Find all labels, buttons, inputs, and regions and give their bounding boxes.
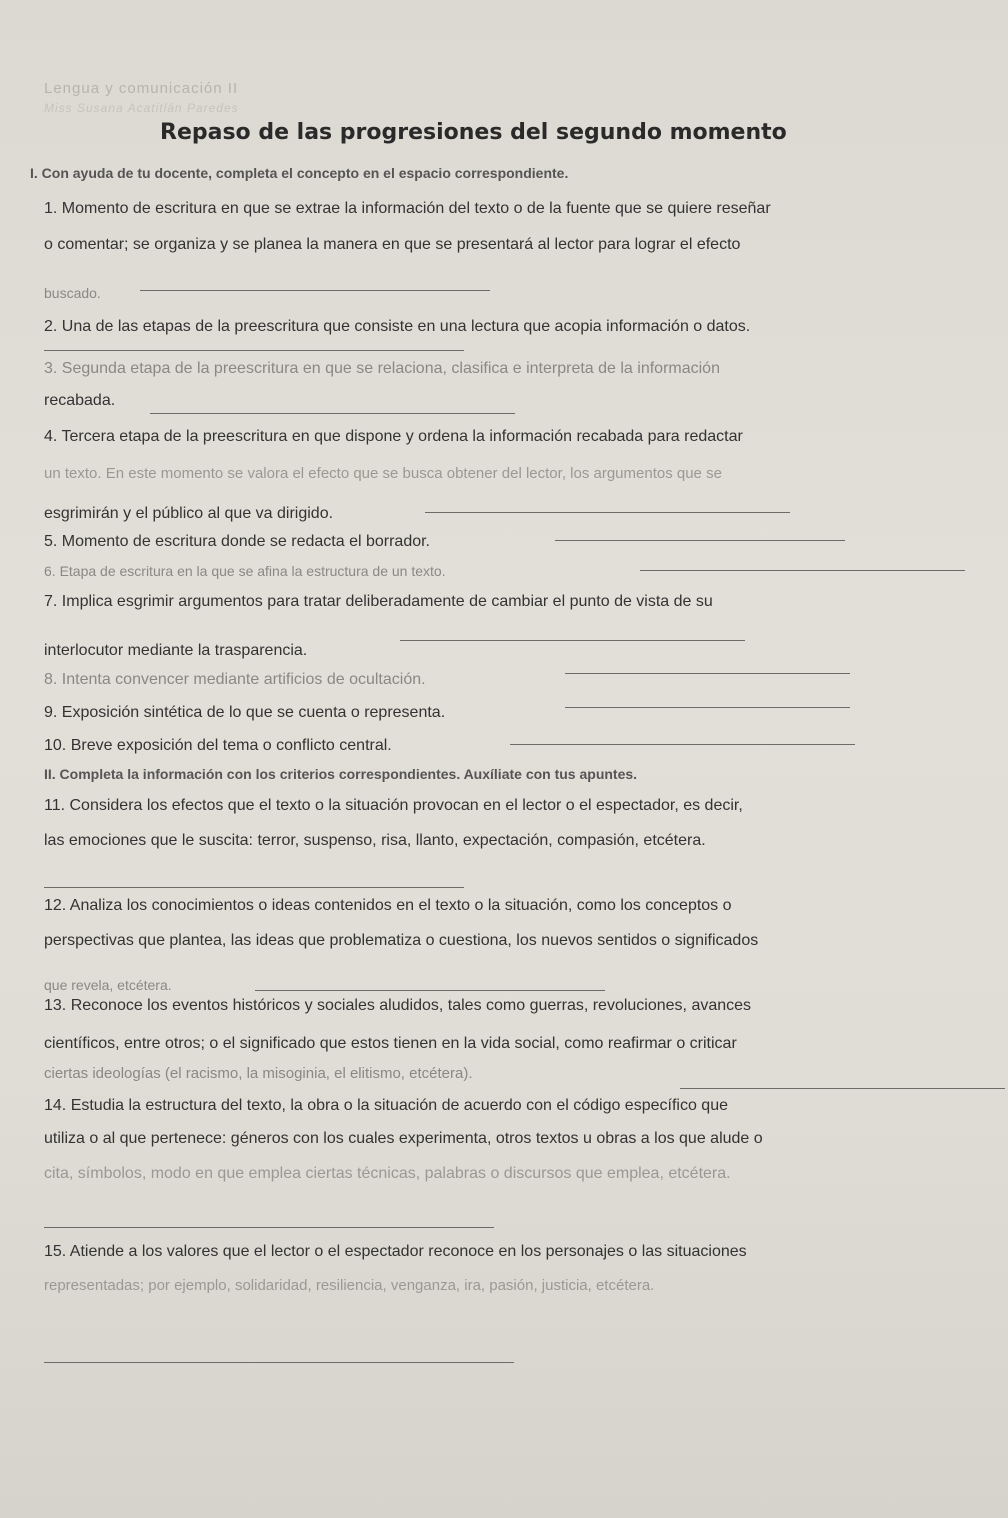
answer-blank-9[interactable] — [565, 707, 850, 708]
answer-blank-10[interactable] — [510, 744, 855, 745]
answer-blank-14[interactable] — [44, 1227, 494, 1228]
answer-blank-15[interactable] — [44, 1362, 514, 1363]
s1-line-15: 9. Exposición sintética de lo que se cuenta o representa. — [44, 704, 446, 721]
answer-blank-2[interactable] — [44, 350, 464, 351]
s1-line-16: 10. Breve exposición del tema o conflicto central. — [44, 737, 392, 754]
page-title: Repaso de las progresiones del segundo momento — [160, 120, 787, 145]
course-header: Lengua y comunicación II — [44, 80, 239, 97]
s1-line-5: 3. Segunda etapa de la preescritura en que se relaciona, clasifica e interpreta de la información — [44, 360, 720, 377]
answer-blank-1[interactable] — [140, 290, 490, 291]
s1-line-9: esgrimirán y el público al que va dirigido. — [44, 505, 334, 522]
s2-line-8: ciertas ideologías (el racismo, la misoginia, el elitismo, etcétera). — [44, 1065, 473, 1082]
s1-line-10: 5. Momento de escritura donde se redacta el borrador. — [44, 533, 430, 550]
s2-line-11: cita, símbolos, modo en que emplea ciertas técnicas, palabras o discursos que emplea, etcétera. — [44, 1165, 731, 1182]
s1-line-4: 2. Una de las etapas de la preescritura que consiste en una lectura que acopia información o datos. — [44, 318, 751, 335]
s1-line-1: 1. Momento de escritura en que se extrae la información del texto o de la fuente que se quiere reseñar — [44, 200, 771, 217]
s2-line-3: 12. Analiza los conocimientos o ideas contenidos en el texto o la situación, como los conceptos o — [44, 897, 732, 914]
answer-blank-11[interactable] — [44, 887, 464, 888]
s1-line-2: o comentar; se organiza y se planea la manera en que se presentará al lector para lograr el efecto — [44, 236, 741, 253]
answer-blank-5[interactable] — [555, 540, 845, 541]
s1-line-12: 7. Implica esgrimir argumentos para tratar deliberadamente de cambiar el punto de vista de su — [44, 593, 713, 610]
s2-line-10: utiliza o al que pertenece: géneros con los cuales experimenta, otros textos u obras a los que alude o — [44, 1130, 763, 1147]
answer-blank-4[interactable] — [425, 512, 790, 513]
s2-line-1: 11. Considera los efectos que el texto o la situación provocan en el lector o el espectador, es decir, — [44, 797, 743, 814]
s2-line-2: las emociones que le suscita: terror, suspenso, risa, llanto, expectación, compasión, etcétera. — [44, 832, 706, 849]
answer-blank-7[interactable] — [400, 640, 745, 641]
s1-line-7: 4. Tercera etapa de la preescritura en que dispone y ordena la información recabada para redactar — [44, 428, 743, 445]
s1-line-14: 8. Intenta convencer mediante artificios de ocultación. — [44, 671, 426, 688]
answer-blank-8[interactable] — [565, 673, 850, 674]
answer-blank-12[interactable] — [255, 990, 605, 991]
s1-line-11: 6. Etapa de escritura en la que se afina la estructura de un texto. — [44, 563, 446, 579]
section-2-instruction: II. Completa la información con los criterios correspondientes. Auxíliate con tus apuntes. — [44, 766, 638, 782]
s2-line-4: perspectivas que plantea, las ideas que problematiza o cuestiona, los nuevos sentidos o significados — [44, 932, 759, 949]
s1-line-13: interlocutor mediante la trasparencia. — [44, 642, 308, 659]
s1-line-3: buscado. — [44, 285, 101, 301]
answer-blank-6[interactable] — [640, 570, 965, 571]
s1-line-8: un texto. En este momento se valora el efecto que se busca obtener del lector, los argumentos que se — [44, 465, 722, 482]
s2-line-9: 14. Estudia la estructura del texto, la obra o la situación de acuerdo con el código específico que — [44, 1097, 728, 1114]
answer-blank-13[interactable] — [680, 1088, 1005, 1089]
s2-line-12: 15. Atiende a los valores que el lector o el espectador reconoce en los personajes o las situaciones — [44, 1243, 747, 1260]
s2-line-13: representadas; por ejemplo, solidaridad, resiliencia, venganza, ira, pasión, justicia, etcétera. — [44, 1277, 655, 1294]
s2-line-6: 13. Reconoce los eventos históricos y sociales aludidos, tales como guerras, revoluciones, avances — [44, 997, 752, 1014]
s1-line-6: recabada. — [44, 392, 116, 409]
answer-blank-3[interactable] — [150, 413, 515, 414]
s2-line-7: científicos, entre otros; o el significado que estos tienen en la vida social, como reafirmar o criticar — [44, 1035, 737, 1052]
teacher-header: Miss Susana Acatitlán Paredes — [44, 101, 239, 115]
s2-line-5: que revela, etcétera. — [44, 977, 172, 993]
section-1-instruction: I. Con ayuda de tu docente, completa el concepto en el espacio correspondiente. — [30, 165, 569, 181]
